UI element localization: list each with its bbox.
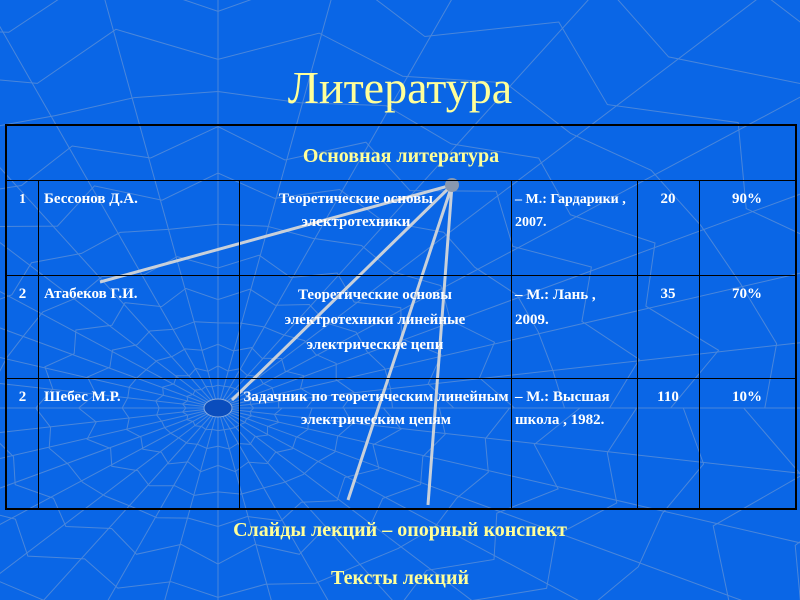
table-heading: Основная литература xyxy=(302,145,500,167)
row-publisher: – М.: Высшая школа , 1982. xyxy=(515,389,610,428)
literature-table xyxy=(5,124,797,510)
row-author: Шебес М.Р. xyxy=(44,389,121,405)
footer-line-slides: Слайды лекций – опорный конспект xyxy=(233,519,567,541)
table-rule xyxy=(7,275,795,276)
row-publisher: – М.: Гардарики , 2007. xyxy=(515,192,626,230)
row-number: 2 xyxy=(18,389,27,405)
table-rule xyxy=(511,180,512,508)
footer-line-texts: Тексты лекций xyxy=(331,567,469,589)
row-title: Задачник по теоретическим линейным электрическим цепям xyxy=(243,389,509,428)
row-title: Теоретические основы электротехники xyxy=(279,191,433,230)
table-rule xyxy=(637,180,638,508)
row-number: 2 xyxy=(18,286,27,302)
table-rule xyxy=(7,180,795,181)
row-number: 1 xyxy=(19,192,26,207)
row-title: Теоретические основы электротехники линейные электрические цепи xyxy=(284,287,466,353)
row-author: Атабеков Г.И. xyxy=(44,286,138,302)
table-rule xyxy=(239,180,240,508)
row-percent: 90% xyxy=(732,191,762,207)
row-percent: 10% xyxy=(732,389,762,405)
row-publisher: – М.: Лань , 2009. xyxy=(515,287,596,328)
table-rule xyxy=(699,180,700,508)
row-quantity: 35 xyxy=(660,286,676,302)
row-quantity: 110 xyxy=(657,389,679,405)
row-percent: 70% xyxy=(732,286,762,302)
slide-title: Литература xyxy=(287,62,513,113)
table-rule xyxy=(7,378,795,379)
table-rule xyxy=(38,180,39,508)
row-quantity: 20 xyxy=(660,191,676,207)
row-author: Бессонов Д.А. xyxy=(44,191,138,207)
